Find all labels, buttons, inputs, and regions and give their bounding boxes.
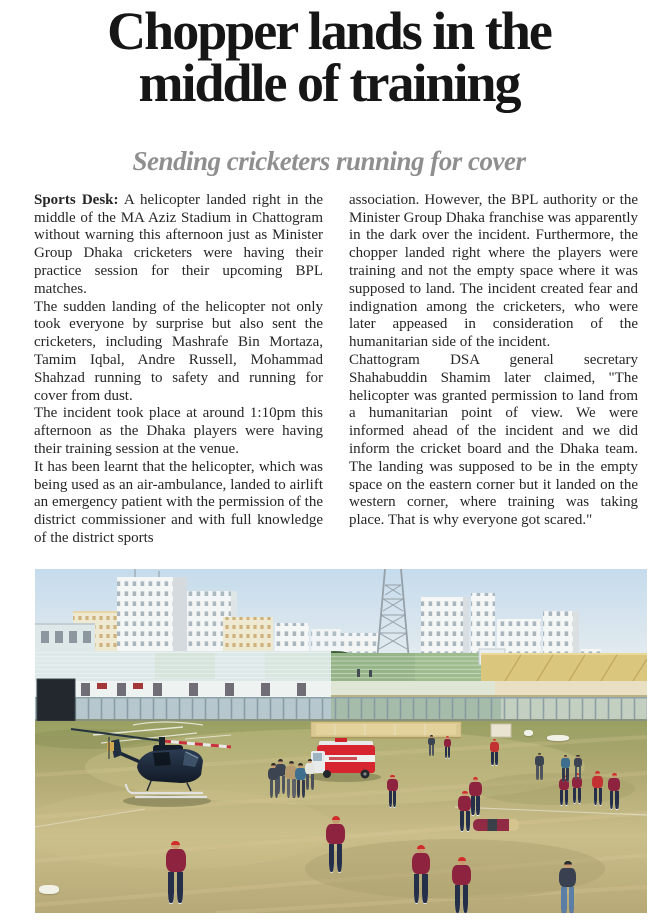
paragraph bbox=[34, 192, 323, 299]
article-body bbox=[0, 192, 658, 548]
people-layer bbox=[35, 569, 647, 913]
column-right bbox=[349, 192, 638, 548]
person-cricketer bbox=[452, 857, 471, 913]
paragraph: association. However, the BPL authority or the Minister Group Dhaka franchise was apparently in the dark over the incident. Furthermore, the chopper landed right where the players were training and not the empty space where it was supposed to land. The incident created fear and indignation among the cricketers, who were later appeased in consideration of the humanitarian side of the incident. bbox=[349, 191, 638, 351]
person-cricketer bbox=[326, 816, 345, 872]
stadium-photo bbox=[35, 569, 647, 913]
person-civilian-dark bbox=[574, 755, 582, 779]
paragraph-text: A helicopter landed right in the middle of the MA Aziz Stadium in Chattogram without warning this afternoon just as Minister Group Dhaka cricketers were having their practice session for their upcoming BPL matches. bbox=[34, 191, 323, 297]
person-cricketer bbox=[387, 775, 398, 807]
person-civilian-jeans bbox=[559, 861, 577, 913]
article-page bbox=[0, 1, 658, 913]
column-left bbox=[34, 192, 323, 548]
person-civilian-white bbox=[305, 759, 315, 789]
paragraph: The incident took place at around 1:10pm this afternoon as the Dhaka players were having their training session at the venue. bbox=[34, 405, 323, 457]
players-lying-group bbox=[473, 819, 519, 831]
person-civilian-dark bbox=[268, 763, 280, 797]
person-civilian-dark bbox=[428, 735, 435, 755]
white-object bbox=[524, 730, 533, 736]
white-object bbox=[547, 735, 569, 741]
person-cricketer-red bbox=[592, 771, 604, 805]
person-cricketer bbox=[608, 773, 620, 809]
person-cricketer bbox=[165, 841, 186, 903]
person-cricketer bbox=[411, 845, 431, 903]
subheadline: Sending cricketers running for cover bbox=[132, 145, 526, 176]
byline: Sports Desk: bbox=[34, 191, 119, 208]
person-cricketer bbox=[444, 736, 451, 758]
person-civilian-blue bbox=[561, 755, 570, 781]
paragraph: The sudden landing of the helicopter not only took everyone by surprise but also sent the cricketers, including Mashrafe Bin Mortaza, Tamim Iqbal, Andre Russell, Mohammad Shahzad running to safety and running for cover from dust. bbox=[34, 298, 323, 404]
person-civilian-dark bbox=[535, 753, 544, 779]
person-cricketer-red bbox=[490, 739, 499, 765]
paragraph: Chattogram DSA general secretary Shahabuddin Shamim later claimed, "The helicopter was granted permission to land from a humanitarian point of view. We were informed ahead of the incident and we did inform the cricket board and the Dhaka team. The landing was supposed to be in the empty space on the eastern corner but it landed on the western corner, where training was taking place. That is why everyone got scared." bbox=[349, 352, 638, 529]
headline bbox=[0, 1, 658, 113]
paragraph: It has been learnt that the helicopter, which was being used as an air-ambulance, landed to airlift an emergency patient with the permission of the district commissioner and with full knowledge of the district sports bbox=[34, 458, 323, 546]
headline-line-2: middle of training bbox=[138, 52, 520, 113]
white-object bbox=[39, 885, 59, 894]
headline-line-1: Chopper lands in the bbox=[107, 1, 551, 61]
person-cricketer bbox=[458, 791, 472, 831]
